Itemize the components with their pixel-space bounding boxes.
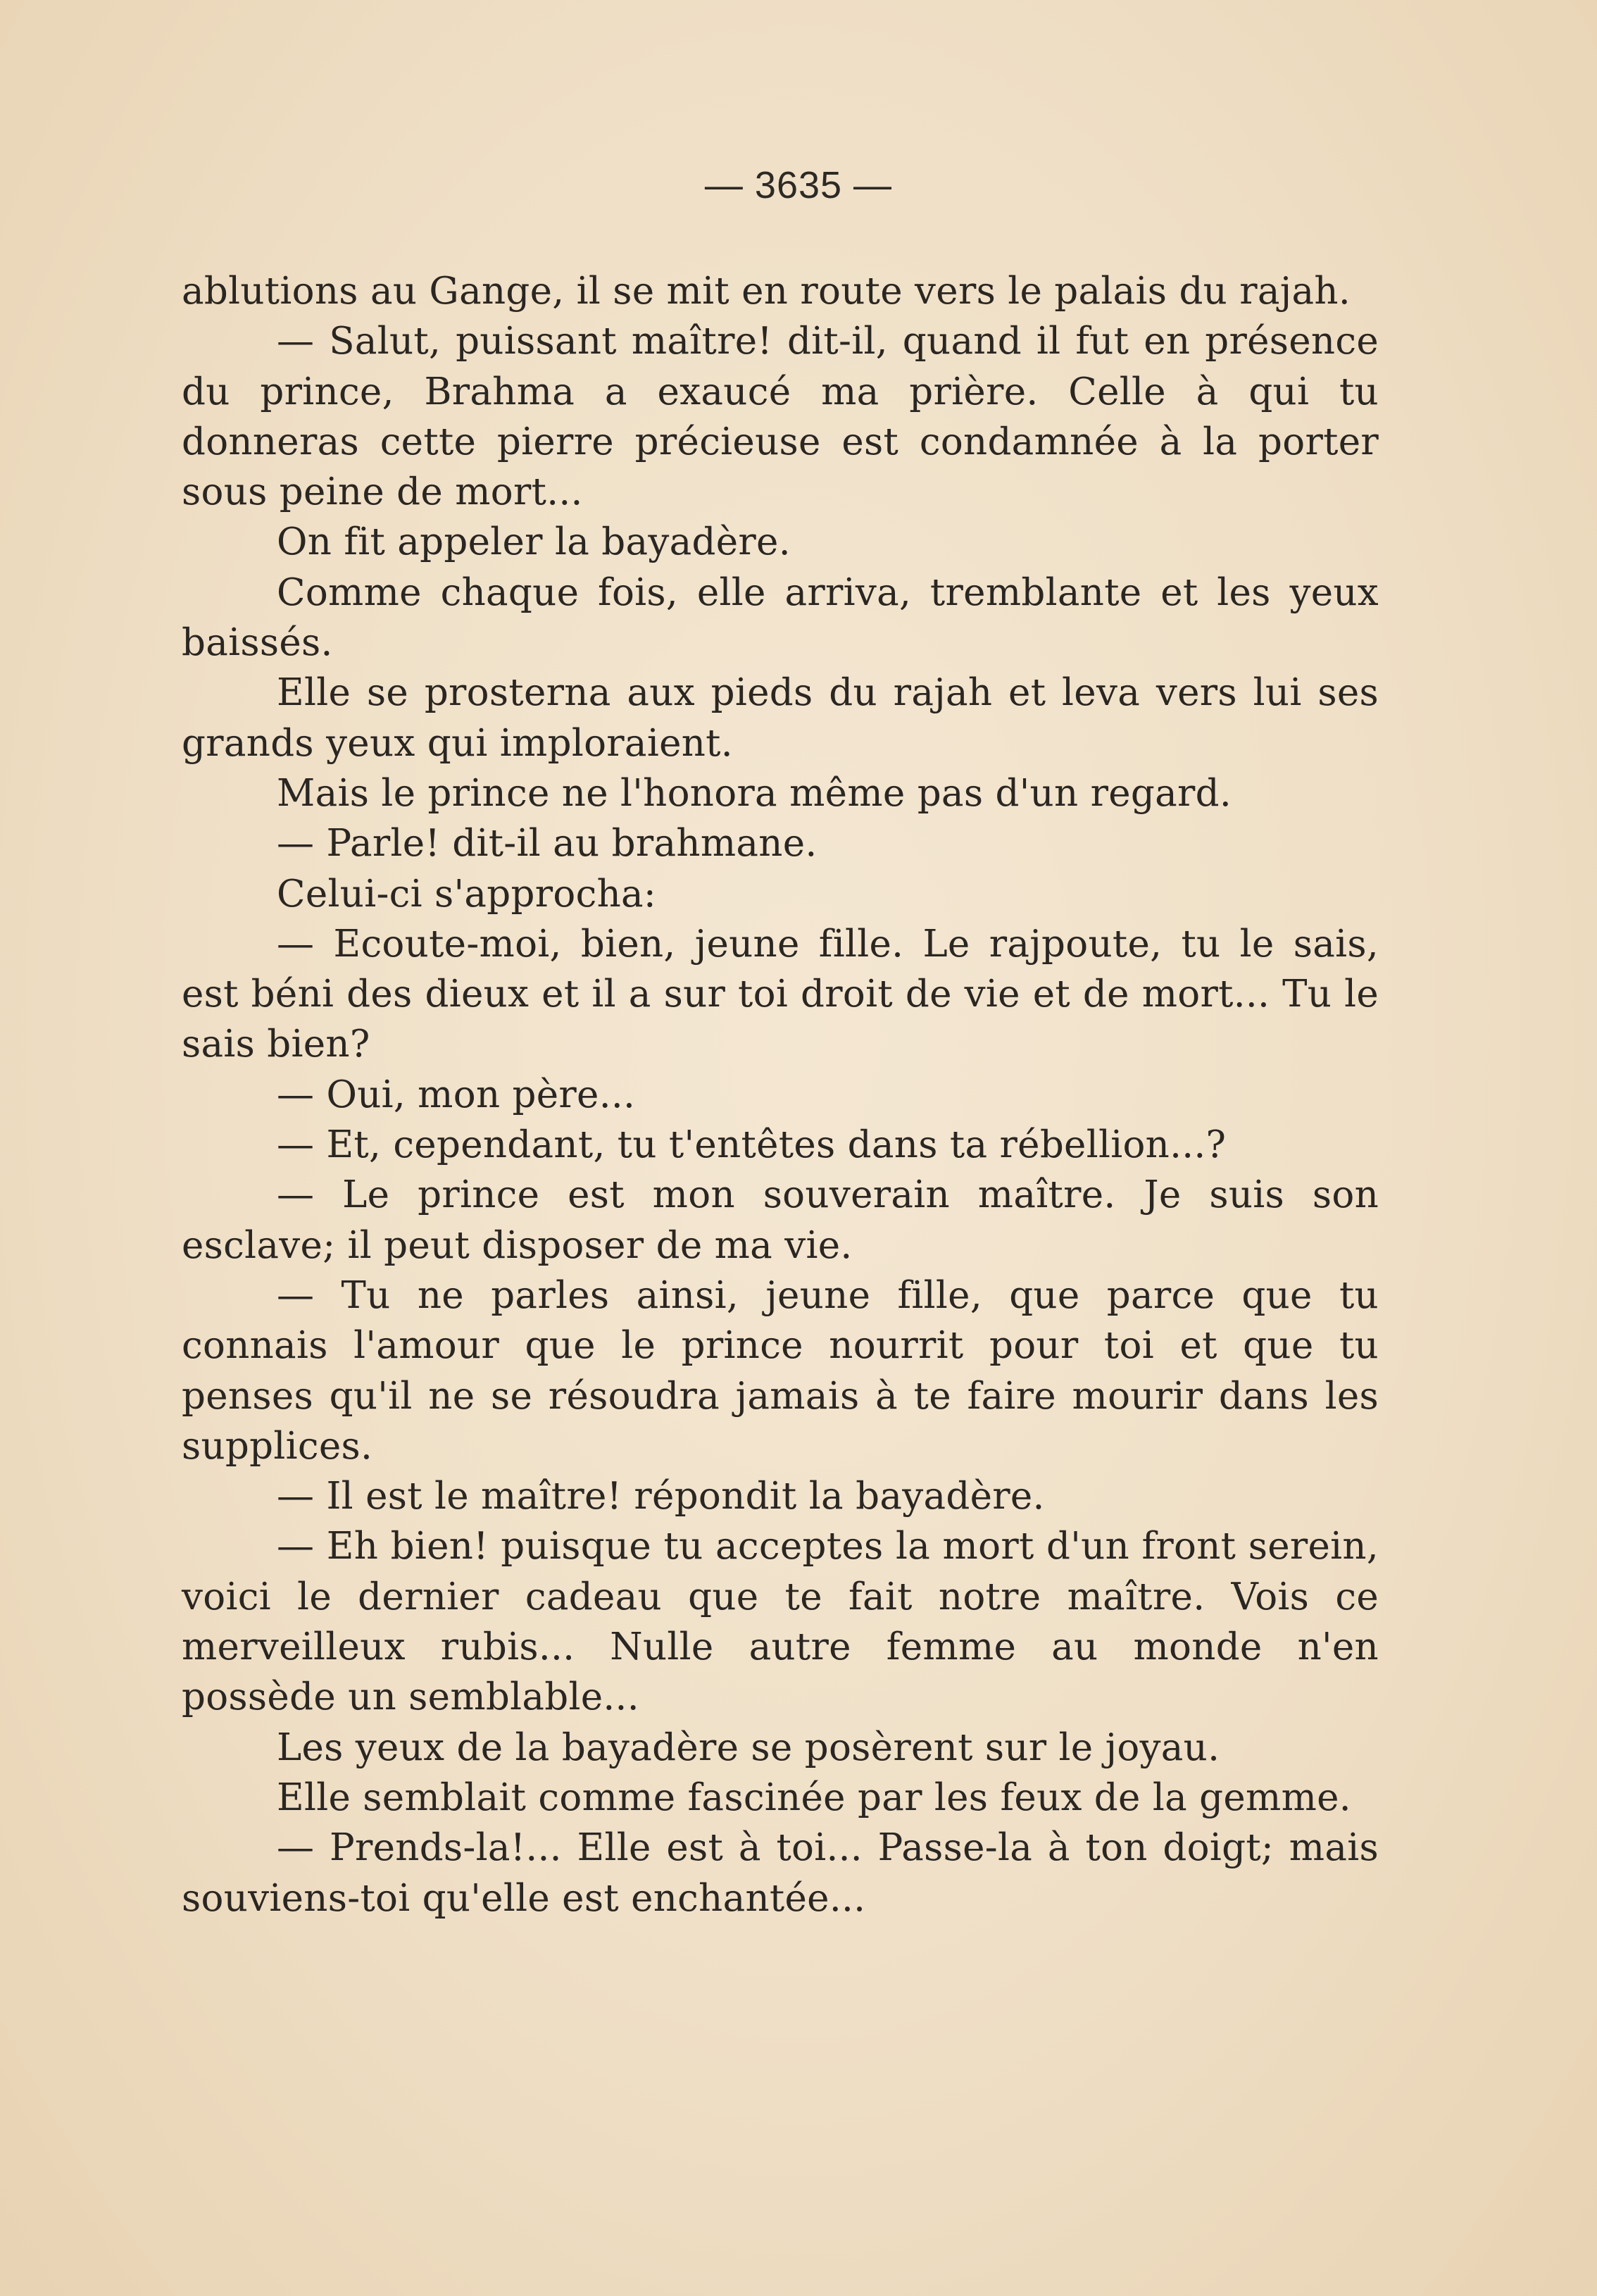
paragraph: — Eh bien! puisque tu acceptes la mort d'un front serein, voici le dernier cadeau que te fait notre maître. Vois ce merveilleux rubis... Nulle autre femme au monde n'en possède un semblable...: [182, 1525, 1379, 1719]
paragraph: — Salut, puissant maître! dit-il, quand il fut en présence du prince, Brahma a exaucé ma prière. Celle à qui tu donneras cette pierre précieuse est condamnée à la porter sous peine de mort...: [182, 320, 1379, 514]
paragraph: — Tu ne parles ainsi, jeune fille, que parce que tu connais l'amour que le prince nourrit pour toi et que tu penses qu'il ne se résoudra jamais à te faire mourir dans les supplices.: [182, 1273, 1379, 1468]
paragraph: — Prends-la!... Elle est à toi... Passe-la à ton doigt; mais souviens-toi qu'elle est enchantée...: [182, 1826, 1379, 1920]
paragraph: Mais le prince ne l'honora même pas d'un regard.: [277, 771, 1232, 815]
paragraph: Les yeux de la bayadère se posèrent sur le joyau.: [277, 1726, 1220, 1769]
paragraph: — Le prince est mon souverain maître. Je suis son esclave; il peut disposer de ma vie.: [182, 1173, 1379, 1267]
paragraph: — Ecoute-moi, bien, jeune fille. Le rajpoute, tu le sais, est béni des dieux et il a sur toi droit de vie et de mort... Tu le sais bien?: [182, 922, 1379, 1066]
paragraph: Elle semblait comme fascinée par les feux de la gemme.: [277, 1776, 1351, 1819]
paragraph: — Parle! dit-il au brahmane.: [277, 822, 818, 866]
paragraph: ablutions au Gange, il se mit en route vers le palais du rajah.: [182, 270, 1351, 313]
paragraph: — Oui, mon père...: [277, 1073, 636, 1116]
paragraph: — Et, cependant, tu t'entêtes dans ta rébellion...?: [277, 1123, 1227, 1167]
page-number: — 3635 —: [704, 164, 893, 206]
paragraph: Elle se prosterna aux pieds du rajah et leva vers lui ses grands yeux qui imploraient.: [182, 671, 1379, 765]
paragraph: — Il est le maître! répondit la bayadère.: [277, 1475, 1045, 1518]
paragraph: Comme chaque fois, elle arriva, tremblante et les yeux baissés.: [182, 570, 1379, 665]
paragraph: On fit appeler la bayadère.: [277, 520, 791, 564]
body-text: [182, 266, 1379, 1923]
paragraph: Celui-ci s'approcha:: [277, 872, 657, 916]
